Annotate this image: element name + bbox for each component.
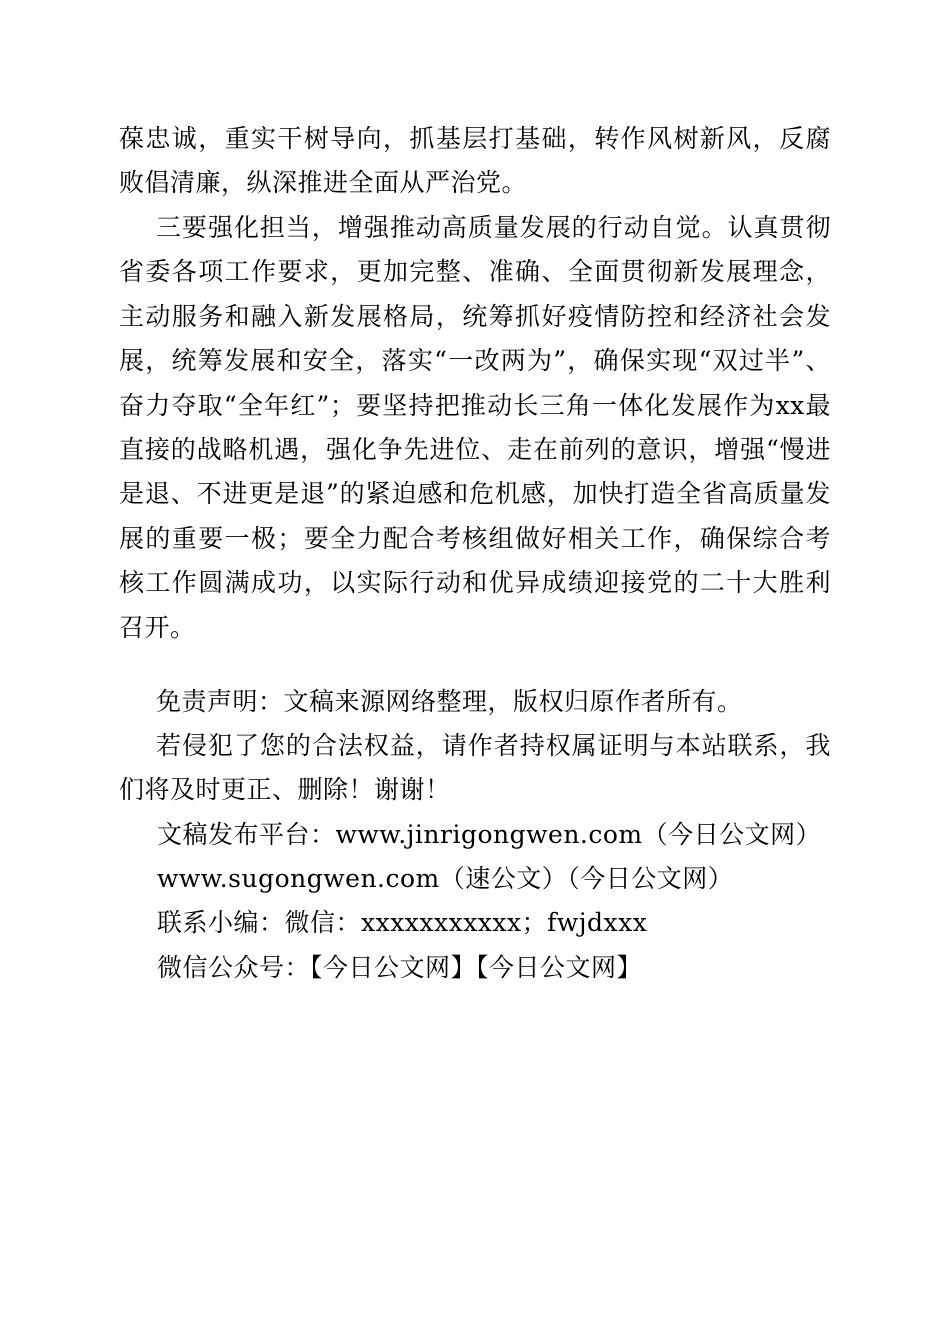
paragraph-infringement: 若侵犯了您的合法权益，请作者持权属证明与本站联系，我们将及时更正、删除！谢谢！ [119, 731, 831, 805]
footer-site-line: www.sugongwen.com（速公文）（今日公文网） [157, 864, 734, 893]
paragraph-disclaimer: 免责声明：文稿来源网络整理，版权归原作者所有。 [156, 687, 743, 716]
footer-wechat-line: 微信公众号：【今日公文网】【今日公文网】 [157, 953, 643, 982]
paragraph-third-point: 三要强化担当，增强推动高质量发展的行动自觉。认真贯彻省委各项工作要求，更加完整、准确、全面贯彻新发展理念，主动服务和融入新发展格局，统筹抓好疫情防控和经济社会发展，统筹发展和安全，落实“一改两为”，确保实现“双过半”、奋力夺取“全年红”；要坚持把推动长三角一体化发展作为xx最直接的战略机遇，强化争先进位、走在前列的意识，增强“慢进是退、不进更是退”的紧迫感和危机感，加快打造全省高质量发展的重要一极；要全力配合考核组做好相关工作，确保综合考核工作圆满成功，以实际行动和优异成绩迎接党的二十大胜利召开。 [119, 213, 831, 642]
footer-contact-line: 联系小编：微信：xxxxxxxxxxx；fwjdxxx [157, 908, 648, 937]
footer-platform-line: 文稿发布平台：www.jinrigongwen.com（今日公文网） [157, 820, 822, 849]
paragraph-continuation: 葆忠诚，重实干树导向，抓基层打基础，转作风树新风，反腐败倡清廉，纵深推进全面从严治党。 [119, 124, 831, 198]
